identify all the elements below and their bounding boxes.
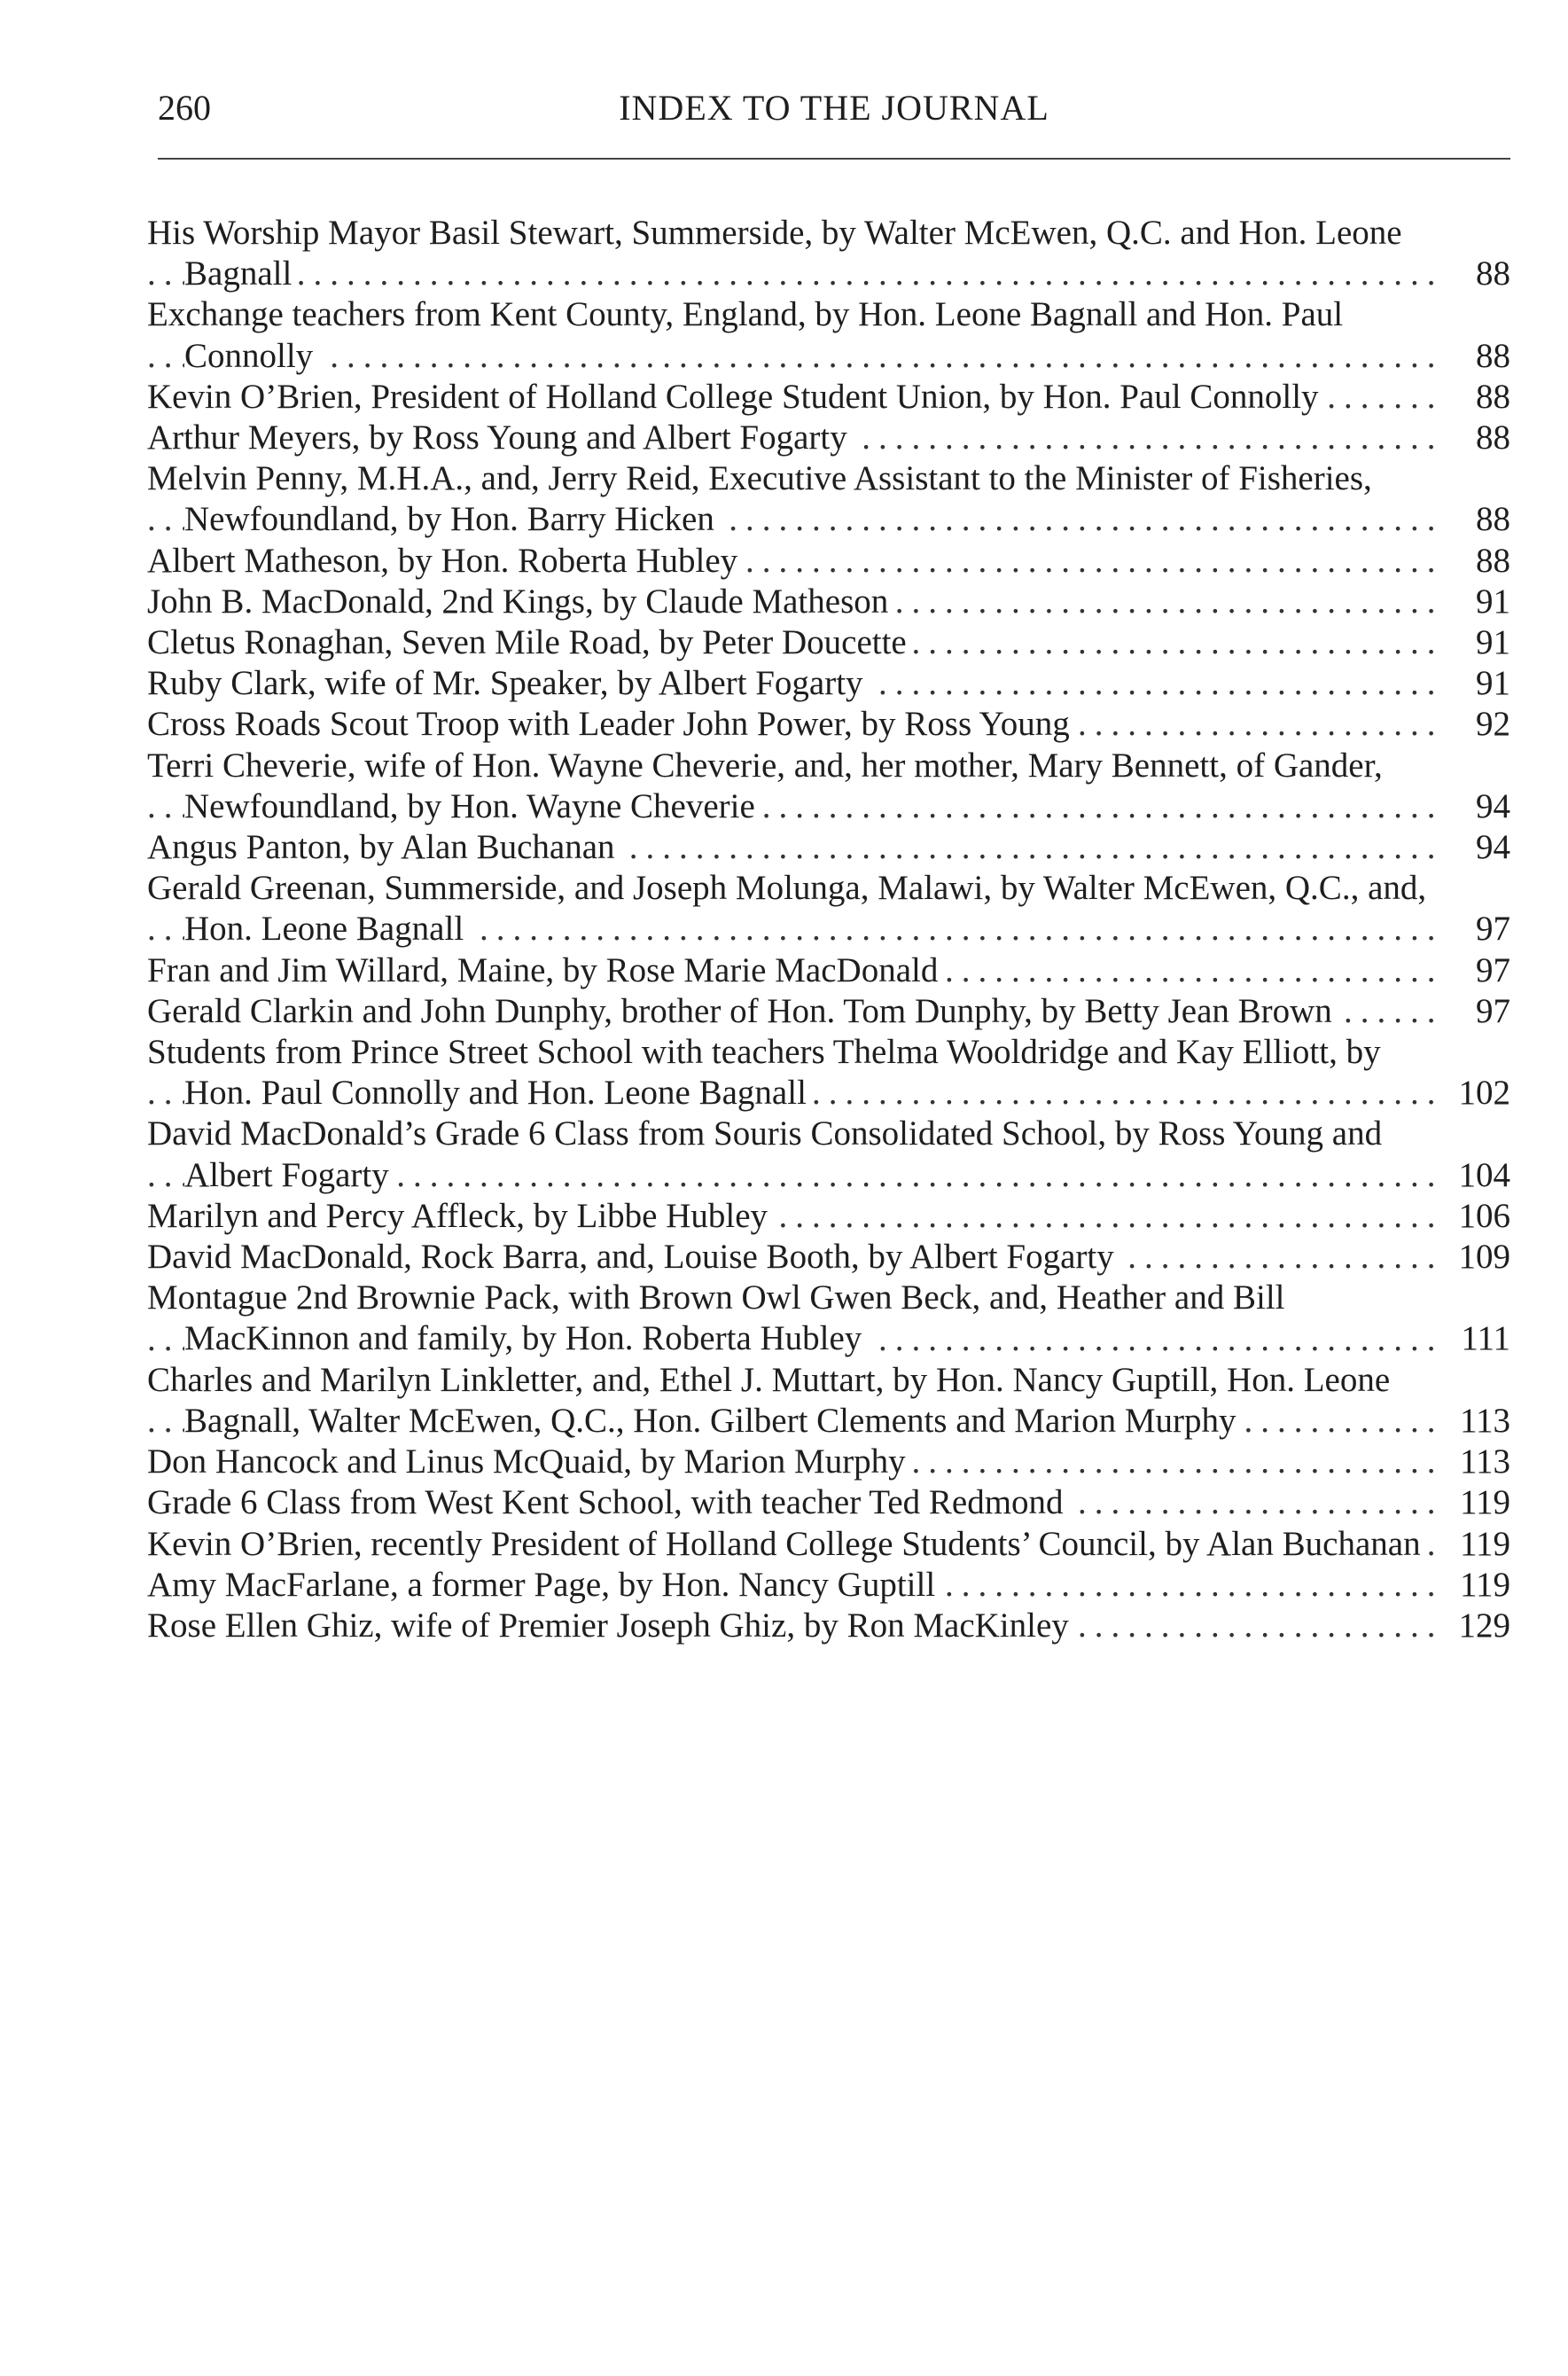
entry-text: David MacDonald’s Grade 6 Class from Souris Consolidated School, by Ross Young and Albert Fogarty xyxy=(147,1114,1383,1194)
index-entry xyxy=(147,582,1510,622)
index-entry xyxy=(147,622,1510,663)
running-title: INDEX TO THE JOURNAL xyxy=(619,88,1049,128)
entry-text: John B. MacDonald, 2nd Kings, by Claude Matheson xyxy=(147,582,895,621)
entry-page: 97 xyxy=(1469,991,1510,1032)
entry-text: Exchange teachers from Kent County, England, by Hon. Leone Bagnall and Hon. Paul Connolly xyxy=(147,295,1344,375)
dot-leader xyxy=(147,254,1436,294)
dot-leader xyxy=(147,336,1436,377)
entry-text: Arthur Meyers, by Ross Young and Albert Fogarty xyxy=(147,418,854,457)
index-entry xyxy=(147,1032,1510,1114)
index-entry xyxy=(147,294,1510,376)
entry-text: Ruby Clark, wife of Mr. Speaker, by Albert Fogarty xyxy=(147,664,870,702)
index-entry xyxy=(147,704,1510,745)
entry-page: 92 xyxy=(1469,704,1510,745)
entry-page: 111 xyxy=(1454,1318,1510,1359)
entry-text: Rose Ellen Ghiz, wife of Premier Joseph Ghiz, by Ron MacKinley xyxy=(147,1606,1076,1645)
entry-text: His Worship Mayor Basil Stewart, Summerside, by Walter McEwen, Q.C. and Hon. Leone Bagnall xyxy=(147,214,1402,293)
entry-text: Cross Roads Scout Troop with Leader John Power, by Ross Young xyxy=(147,705,1077,743)
entry-text: Melvin Penny, M.H.A., and, Jerry Reid, Executive Assistant to the Minister of Fisheries, Newfoundland, by Hon. Barry Hicken xyxy=(147,459,1372,539)
index-entry xyxy=(147,1524,1510,1565)
index-entry xyxy=(147,418,1510,458)
entry-page: 91 xyxy=(1469,663,1510,704)
index-entry xyxy=(147,1196,1510,1237)
entry-page: 119 xyxy=(1453,1482,1510,1523)
entry-page: 88 xyxy=(1469,336,1510,377)
entry-text: David MacDonald, Rock Barra, and, Louise Booth, by Albert Fogarty xyxy=(147,1238,1121,1276)
entry-page: 113 xyxy=(1453,1442,1510,1482)
header-rule xyxy=(158,158,1510,160)
index-entry xyxy=(147,213,1510,294)
entry-text: Amy MacFarlane, a former Page, by Hon. Nancy Guptill xyxy=(147,1566,942,1604)
entry-text: Albert Matheson, by Hon. Roberta Hubley xyxy=(147,542,745,580)
entry-page: 94 xyxy=(1469,827,1510,868)
index-entry xyxy=(147,1482,1510,1523)
index-entry xyxy=(147,1278,1510,1359)
index-entry xyxy=(147,663,1510,704)
index-entry xyxy=(147,950,1510,991)
entry-text: Don Hancock and Linus McQuaid, by Marion Murphy xyxy=(147,1442,913,1481)
index-entry xyxy=(147,827,1510,868)
index-entry xyxy=(147,1114,1510,1195)
entry-page: 88 xyxy=(1469,377,1510,418)
entry-page: 113 xyxy=(1453,1401,1510,1442)
index-entry xyxy=(147,377,1510,418)
entry-text: Kevin O’Brien, recently President of Holland College Students’ Council, by Alan Buchanan xyxy=(147,1525,1428,1563)
entry-text: Gerald Clarkin and John Dunphy, brother of Hon. Tom Dunphy, by Betty Jean Brown xyxy=(147,992,1339,1030)
entry-text: Angus Panton, by Alan Buchanan xyxy=(147,828,622,866)
index-entry xyxy=(147,541,1510,582)
page-header xyxy=(158,82,1510,135)
index-entry xyxy=(147,1565,1510,1606)
index-entry xyxy=(147,1360,1510,1442)
entry-page: 109 xyxy=(1452,1237,1511,1278)
index-entry xyxy=(147,746,1510,827)
entry-page: 91 xyxy=(1469,622,1510,663)
entry-page: 104 xyxy=(1452,1155,1511,1196)
index-list xyxy=(147,213,1510,1646)
entry-text: Kevin O’Brien, President of Holland College Student Union, by Hon. Paul Connolly xyxy=(147,378,1326,416)
index-entry xyxy=(147,1442,1510,1482)
entry-page: 102 xyxy=(1452,1073,1511,1114)
entry-text: Cletus Ronaghan, Seven Mile Road, by Peter Doucette xyxy=(147,623,914,661)
entry-page: 119 xyxy=(1453,1565,1510,1606)
entry-text: Montague 2nd Brownie Pack, with Brown Owl Gwen Beck, and, Heather and Bill MacKinnon and family, by Hon. Roberta Hubley xyxy=(147,1278,1285,1358)
entry-page: 88 xyxy=(1469,499,1510,540)
entry-text: Gerald Greenan, Summerside, and Joseph Molunga, Malawi, by Walter McEwen, Q.C., and, Hon. Leone Bagnall xyxy=(147,869,1427,949)
entry-text: Terri Cheverie, wife of Hon. Wayne Cheverie, and, her mother, Mary Bennett, of Gander, Newfoundland, by Hon. Wayne Cheverie xyxy=(147,746,1383,825)
entry-page: 97 xyxy=(1469,950,1510,991)
entry-page: 129 xyxy=(1452,1606,1511,1646)
entry-text: Students from Prince Street School with teachers Thelma Wooldridge and Kay Elliott, by Hon. Paul Connolly and Hon. Leone Bagnall xyxy=(147,1033,1381,1113)
entry-page: 106 xyxy=(1452,1196,1511,1237)
entry-page: 119 xyxy=(1453,1524,1510,1565)
index-entry xyxy=(147,868,1510,950)
entry-page: 88 xyxy=(1469,541,1510,582)
entry-text: Grade 6 Class from West Kent School, with teacher Ted Redmond xyxy=(147,1483,1071,1521)
index-entry xyxy=(147,458,1510,540)
entry-text: Marilyn and Percy Affleck, by Libbe Hubley xyxy=(147,1197,775,1235)
entry-page: 88 xyxy=(1469,418,1510,458)
entry-page: 91 xyxy=(1469,582,1510,622)
entry-page: 97 xyxy=(1469,909,1510,950)
index-entry xyxy=(147,1606,1510,1646)
index-entry xyxy=(147,991,1510,1032)
entry-text: Fran and Jim Willard, Maine, by Rose Marie MacDonald xyxy=(147,951,945,989)
entry-text: Charles and Marilyn Linkletter, and, Ethel J. Muttart, by Hon. Nancy Guptill, Hon. Leone Bagnall, Walter McEwen, Q.C., Hon. Gilbert Clements and Marion Murphy xyxy=(147,1360,1391,1440)
entry-page: 88 xyxy=(1469,254,1510,294)
index-entry xyxy=(147,1237,1510,1278)
entry-page: 94 xyxy=(1469,786,1510,827)
page-number: 260 xyxy=(158,88,211,128)
